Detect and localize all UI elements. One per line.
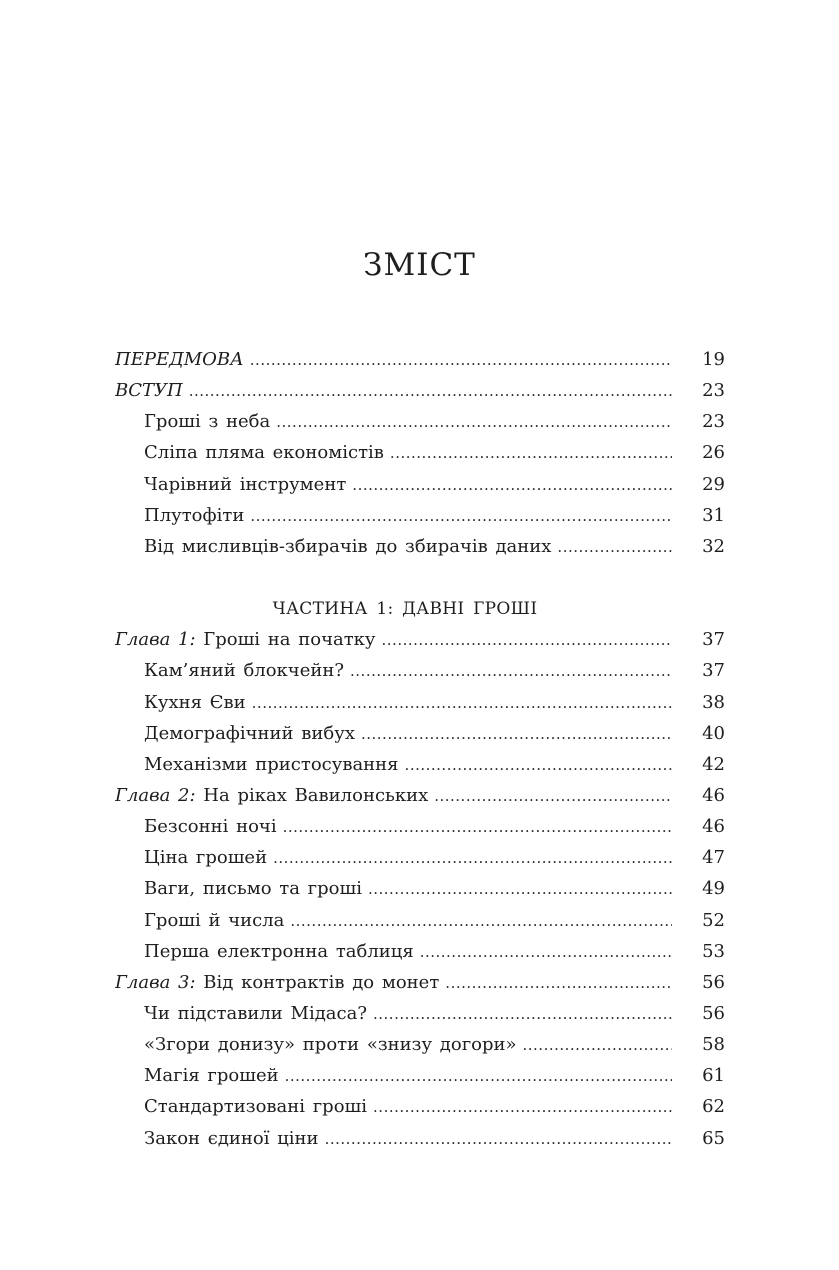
toc-page-number: 47	[702, 847, 725, 869]
toc-section-entry	[115, 437, 725, 468]
toc-entry-label: Чи підставили Мідаса?	[144, 1003, 367, 1025]
dot-leader	[352, 476, 672, 494]
chapter-number: Глава 2:	[115, 785, 196, 807]
dot-leader	[390, 444, 672, 462]
dot-leader	[290, 912, 672, 930]
toc-entry-label: Ваги, письмо та гроші	[144, 878, 362, 900]
toc-entry-label: Сліпа пляма економістів	[144, 442, 384, 464]
toc-entry-introduction	[115, 375, 725, 406]
toc-entry-label: Гроші й числа	[144, 909, 285, 931]
toc-page-number: 56	[702, 971, 725, 993]
dot-leader	[273, 849, 672, 867]
dot-leader	[250, 507, 672, 525]
toc-page-number: 46	[702, 816, 725, 838]
toc-entry-label: Кам’яний блокчейн?	[144, 660, 345, 682]
dot-leader	[283, 818, 672, 836]
toc-page-number: 32	[702, 535, 725, 557]
toc-page-number: 40	[702, 722, 725, 744]
dot-leader	[361, 725, 672, 743]
toc-entry-label: Магія грошей	[144, 1065, 279, 1087]
dot-leader	[350, 662, 672, 680]
dot-leader	[382, 631, 672, 649]
toc-section-entry	[115, 655, 725, 686]
toc-entry-label: ПЕРЕДМОВА	[115, 349, 244, 371]
toc-entry-label: Чарівний інструмент	[144, 473, 347, 495]
toc-entry-label: Кухня Єви	[144, 691, 246, 713]
toc-section-entry	[115, 687, 725, 718]
toc-page-number: 19	[702, 349, 725, 371]
toc-section-entry	[115, 811, 725, 842]
part-heading: ЧАСТИНА 1: ДАВНІ ГРОШІ	[272, 598, 538, 619]
toc-section-entry	[115, 749, 725, 780]
toc-page-number: 37	[702, 660, 725, 682]
toc-section-entry	[115, 998, 725, 1029]
dot-leader	[250, 351, 672, 369]
dot-leader	[445, 974, 672, 992]
toc-entry-label: Плутофіти	[144, 504, 245, 526]
toc-entry-label: Стандартизовані гроші	[144, 1096, 368, 1118]
dot-leader	[252, 694, 672, 712]
toc-entry-label: Від мисливців-збирачів до збирачів даних	[144, 535, 552, 557]
dot-leader	[434, 787, 672, 805]
dot-leader	[285, 1067, 672, 1085]
toc-section-entry	[115, 406, 725, 437]
toc-page-number: 23	[702, 411, 725, 433]
toc-entry-label: Гроші з неба	[144, 411, 271, 433]
toc-section-entry	[115, 469, 725, 500]
toc-page-number: 38	[702, 691, 725, 713]
toc-page-number: 29	[702, 473, 725, 495]
toc-page-number: 65	[702, 1127, 725, 1149]
toc-page-number: 42	[702, 753, 725, 775]
dot-leader	[405, 756, 672, 774]
toc-entry-label: Від контрактів до монет	[203, 971, 440, 993]
toc-entry-label: ВСТУП	[115, 380, 183, 402]
toc-section-entry	[115, 936, 725, 967]
toc-section-entry	[115, 1029, 725, 1060]
dot-leader	[368, 880, 672, 898]
toc-page-number: 46	[702, 785, 725, 807]
toc-section-entry	[115, 1091, 725, 1122]
toc-page-number: 62	[702, 1096, 725, 1118]
toc-entry-label: Гроші на початку	[203, 629, 376, 651]
toc-page-number: 31	[702, 504, 725, 526]
toc-chapter-entry	[115, 967, 725, 998]
dot-leader	[276, 413, 672, 431]
toc-page-number: 58	[702, 1034, 725, 1056]
chapter-number: Глава 1:	[115, 629, 196, 651]
toc-page-number: 56	[702, 1003, 725, 1025]
toc-entry-label: Перша електронна таблиця	[144, 940, 414, 962]
dot-leader	[373, 1005, 672, 1023]
toc-page-number: 53	[702, 940, 725, 962]
toc-section-entry	[115, 873, 725, 904]
dot-leader	[325, 1130, 672, 1148]
dot-leader	[189, 382, 672, 400]
toc-section-entry	[115, 1123, 725, 1154]
toc-section-entry	[115, 500, 725, 531]
toc-entry-label: «Згори донизу» проти «знизу догори»	[144, 1034, 517, 1056]
toc-section-entry	[115, 905, 725, 936]
toc-page-number: 23	[702, 380, 725, 402]
dot-leader	[557, 538, 672, 556]
toc-page-number: 49	[702, 878, 725, 900]
toc-entry-label: Закон єдиної ціни	[144, 1127, 319, 1149]
dot-leader	[373, 1098, 672, 1116]
toc-page-number: 26	[702, 442, 725, 464]
dot-leader	[420, 943, 672, 961]
toc-entry-label: Механізми пристосування	[144, 753, 399, 775]
toc-section-entry	[115, 1060, 725, 1091]
page-title: ЗМІСТ	[363, 246, 476, 283]
chapter-number: Глава 3:	[115, 971, 196, 993]
toc-page-number: 37	[702, 629, 725, 651]
toc-section-entry	[115, 842, 725, 873]
toc-section-entry	[115, 531, 725, 562]
toc-chapter-entry	[115, 780, 725, 811]
toc-chapter-entry	[115, 624, 725, 655]
toc-entry-label: Безсонні ночі	[144, 816, 277, 838]
toc-section-entry	[115, 718, 725, 749]
toc-entry-foreword	[115, 344, 725, 375]
toc-entry-label: Ціна грошей	[144, 847, 268, 869]
toc-entry-label: Демографічний вибух	[144, 722, 355, 744]
toc-entry-label: На ріках Вавилонських	[203, 785, 429, 807]
dot-leader	[523, 1036, 673, 1054]
toc-page-number: 52	[702, 909, 725, 931]
table-of-contents	[115, 344, 725, 1154]
spacer	[115, 562, 725, 593]
toc-page-number: 61	[702, 1065, 725, 1087]
